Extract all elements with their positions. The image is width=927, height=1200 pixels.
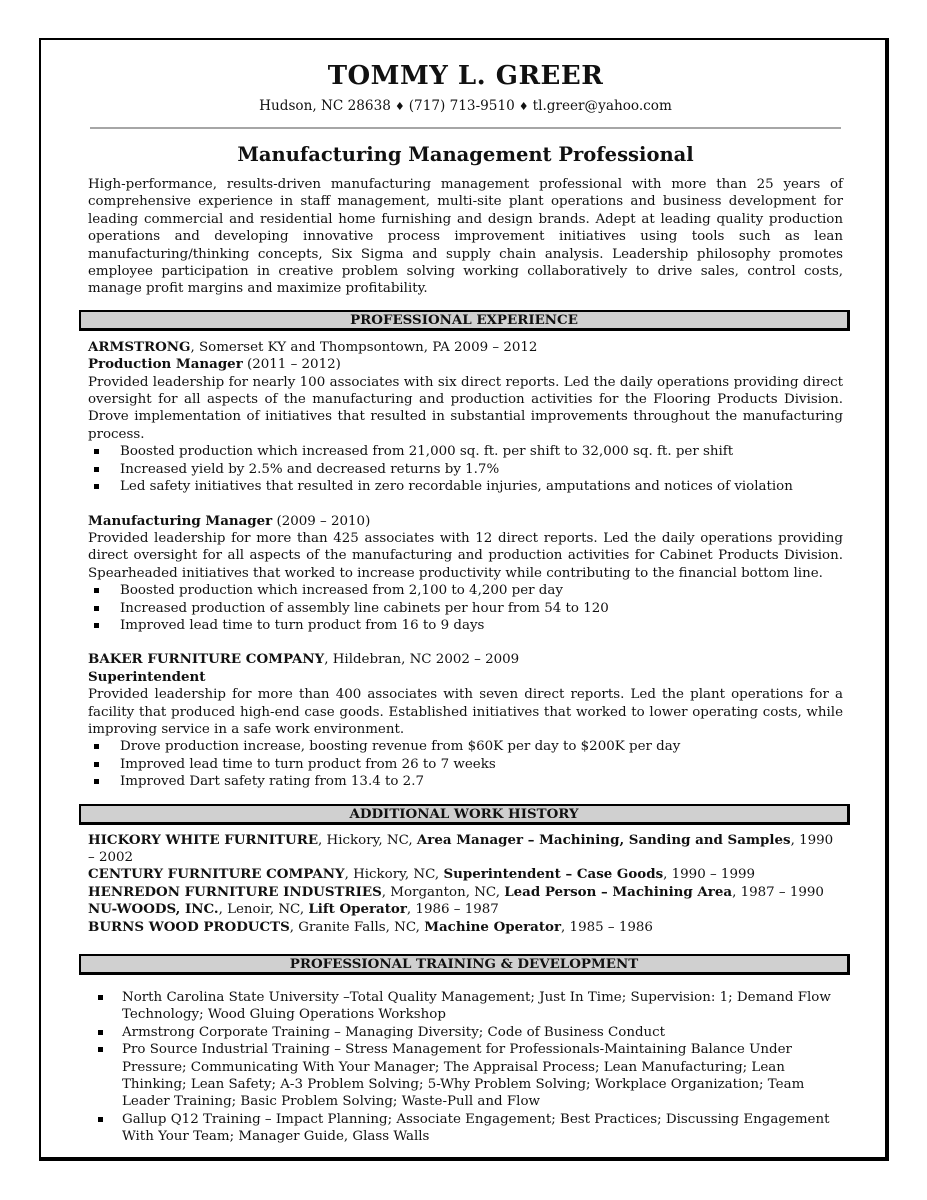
job-title-line (88, 669, 843, 686)
job-title: Manufacturing Manager (88, 512, 273, 529)
achievement-list (94, 582, 843, 634)
job-title: Superintendent (88, 668, 206, 685)
candidate-name: TOMMY L. GREER (327, 61, 604, 91)
job-baker-superintendent (88, 651, 843, 790)
bullet-icon (98, 1030, 103, 1035)
resume-headline: Manufacturing Management Professional (237, 143, 694, 166)
job-armstrong-production (88, 339, 843, 496)
achievement-item: Improved lead time to turn product from 16 to 9 days (94, 617, 843, 634)
employer-detail: , Somerset KY and Thompsontown, PA 2009 – 2012 (190, 339, 538, 355)
bullet-icon (94, 467, 99, 472)
section-header-experience: PROFESSIONAL EXPERIENCE (79, 310, 850, 331)
training-list (94, 989, 843, 1146)
bullet-icon (94, 449, 99, 454)
resume-content (88, 57, 843, 1146)
work-history-list (88, 832, 843, 936)
history-row: HENREDON FURNITURE INDUSTRIES, Morganton, NC, Lead Person – Machining Area, 1987 – 1990 (88, 883, 824, 900)
achievement-list (94, 738, 843, 790)
bullet-icon (94, 744, 99, 749)
contact-line (88, 97, 843, 116)
bullet-icon (98, 1117, 103, 1122)
job-dates: (2009 – 2010) (272, 513, 371, 529)
employer-name: BAKER FURNITURE COMPANY (88, 651, 325, 668)
job-description: Provided leadership for more than 400 associates with seven direct reports. Led the plant operations for a facility that produced high-end case goods. Established initiatives that worked to lower operating costs, while improving service in a safe work environment. (88, 687, 843, 737)
employer-line (88, 651, 843, 668)
bullet-icon (94, 484, 99, 489)
job-armstrong-manufacturing (88, 513, 843, 635)
contact-email: tl.greer@yahoo.com (532, 98, 672, 114)
job-description: Provided leadership for nearly 100 associates with six direct reports. Led the daily operations providing direct oversight for all aspects of the manufacturing and production activities for the Flooring Products Division. Drove implementation of initiatives that resulted in substantial improvements throughout the manufacturing process. (88, 374, 843, 442)
achievement-item: Drove production increase, boosting revenue from $60K per day to $200K per day (94, 738, 843, 755)
job-dates: (2011 – 2012) (242, 357, 341, 373)
bullet-icon (94, 606, 99, 611)
achievement-item: Improved Dart safety rating from 13.4 to 2.7 (94, 773, 843, 790)
bullet-icon (94, 623, 99, 628)
history-row: NU-WOODS, INC., Lenoir, NC, Lift Operator, 1986 – 1987 (88, 901, 499, 918)
bullet-icon (94, 779, 99, 784)
achievement-item: Improved lead time to turn product from 26 to 7 weeks (94, 756, 843, 773)
bullet-icon (98, 1047, 103, 1052)
training-item: Pro Source Industrial Training – Stress Management for Professionals-Maintaining Balance Under Pressure; Communicating With Your Manager; The Appraisal Process; Lean Manufacturing; Lean Thinking; Lean Safety; A-3 Problem Solving; 5-Why Problem Solving; Workplace Organization; Team Leader Training; Basic Problem Solving; Waste-Pull and Flow (94, 1041, 843, 1111)
diamond-separator-icon: ♦ (518, 100, 529, 113)
section-header-training: PROFESSIONAL TRAINING & DEVELOPMENT (79, 954, 850, 975)
bullet-icon (98, 995, 103, 1000)
diamond-separator-icon: ♦ (394, 100, 405, 113)
resume-page (39, 38, 889, 1161)
achievement-item: Boosted production which increased from 21,000 sq. ft. per shift to 32,000 sq. ft. per shift (94, 443, 843, 460)
history-row: HICKORY WHITE FURNITURE, Hickory, NC, Area Manager – Machining, Sanding and Samples, 1990 – 2002 (88, 831, 834, 865)
achievement-list (94, 443, 843, 495)
section-header-history: ADDITIONAL WORK HISTORY (79, 804, 850, 825)
history-row: BURNS WOOD PRODUCTS, Granite Falls, NC, Machine Operator, 1985 – 1986 (88, 918, 653, 935)
summary-paragraph: High-performance, results-driven manufacturing management professional with more than 25 years of comprehensive experience in staff management, multi-site plant operations and business development for leading commercial and residential home furnishing and design brands. Adept at leading quality production operations and developing innovative process improvement initiatives using tools such as lean manufacturing/thinking concepts, Six Sigma and supply chain analysis. Leadership philosophy promotes employee participation in creative problem solving working collaboratively to drive sales, control costs, manage profit margins and maximize profitability. (88, 177, 843, 297)
job-title: Production Manager (88, 356, 243, 373)
achievement-item: Led safety initiatives that resulted in zero recordable injuries, amputations and notices of violation (94, 478, 843, 495)
employer-name: ARMSTRONG (88, 338, 191, 355)
bullet-icon (94, 762, 99, 767)
achievement-item: Increased yield by 2.5% and decreased returns by 1.7% (94, 461, 843, 478)
achievement-item: Increased production of assembly line cabinets per hour from 54 to 120 (94, 600, 843, 617)
training-item: Gallup Q12 Training – Impact Planning; Associate Engagement; Best Practices; Discussing Engagement With Your Team; Manager Guide, Glass Walls (94, 1111, 843, 1146)
employer-line (88, 339, 843, 356)
contact-location: Hudson, NC 28638 (259, 98, 391, 114)
job-title-line (88, 513, 843, 530)
bullet-icon (94, 588, 99, 593)
job-description: Provided leadership for more than 425 associates with 12 direct reports. Led the daily operations providing direct oversight for all aspects of the manufacturing and production activities for Cabinet Products Division. Spearheaded initiatives that worked to increase productivity while contributing to the financial bottom line. (88, 530, 843, 581)
training-item: Armstrong Corporate Training – Managing Diversity; Code of Business Conduct (94, 1024, 843, 1041)
job-title-line (88, 356, 843, 373)
header-divider (90, 127, 841, 129)
contact-phone: (717) 713-9510 (408, 98, 515, 114)
employer-detail: , Hildebran, NC 2002 – 2009 (324, 652, 520, 668)
training-item: North Carolina State University –Total Quality Management; Just In Time; Supervision: 1; Demand Flow Technology; Wood Gluing Operations Workshop (94, 989, 843, 1024)
history-row: CENTURY FURNITURE COMPANY, Hickory, NC, Superintendent – Case Goods, 1990 – 1999 (88, 866, 756, 883)
achievement-item: Boosted production which increased from 2,100 to 4,200 per day (94, 582, 843, 599)
